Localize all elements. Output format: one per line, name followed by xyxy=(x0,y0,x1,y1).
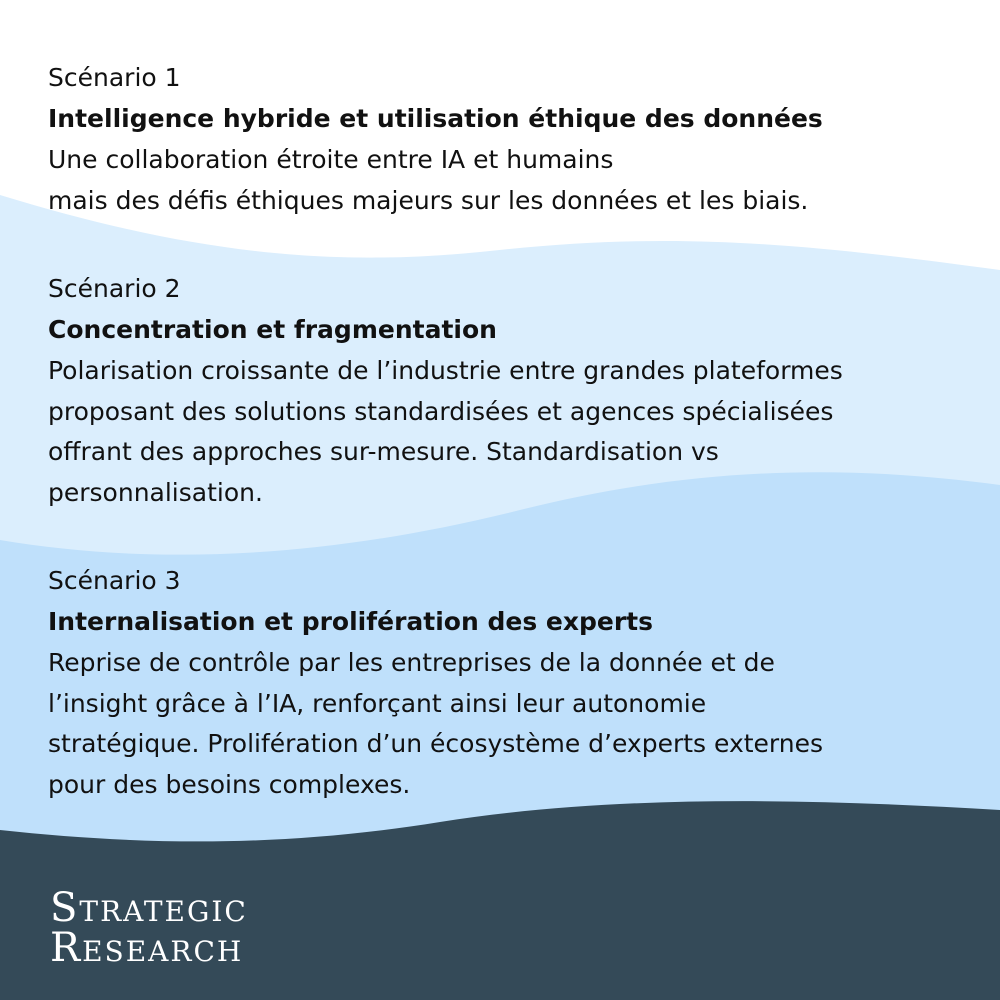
scenario-description: Reprise de contrôle par les entreprises de la donnée et de l’insight grâce à l’IA, renforçant ainsi leur autonomie stratégique. Prolifération d’un écosystème d’experts externes pour des besoins complexes. xyxy=(48,648,824,799)
scenario-title: Intelligence hybride et utilisation éthique des données xyxy=(48,104,823,133)
scenario-title: Internalisation et prolifération des experts xyxy=(48,607,653,636)
scenario-label: Scénario 2 xyxy=(48,274,181,303)
scenario-description: Polarisation croissante de l’industrie entre grandes plateformes proposant des solutions standardisées et agences spécialisées offrant des approches sur-mesure. Standardisation vs personnalisation. xyxy=(48,356,843,507)
scenario-label: Scénario 3 xyxy=(48,566,181,595)
scenario-2 xyxy=(48,269,968,513)
logo-line-2: Research xyxy=(50,925,244,971)
logo-line-1: Strategic xyxy=(50,885,248,931)
scenario-3 xyxy=(48,561,968,805)
scenario-description: Une collaboration étroite entre IA et humains mais des défis éthiques majeurs sur les données et les biais. xyxy=(48,145,809,215)
scenario-title: Concentration et fragmentation xyxy=(48,315,497,344)
scenario-1 xyxy=(48,58,968,221)
strategic-research-logo xyxy=(50,885,248,971)
scenarios-list xyxy=(48,58,968,805)
scenario-label: Scénario 1 xyxy=(48,63,181,92)
